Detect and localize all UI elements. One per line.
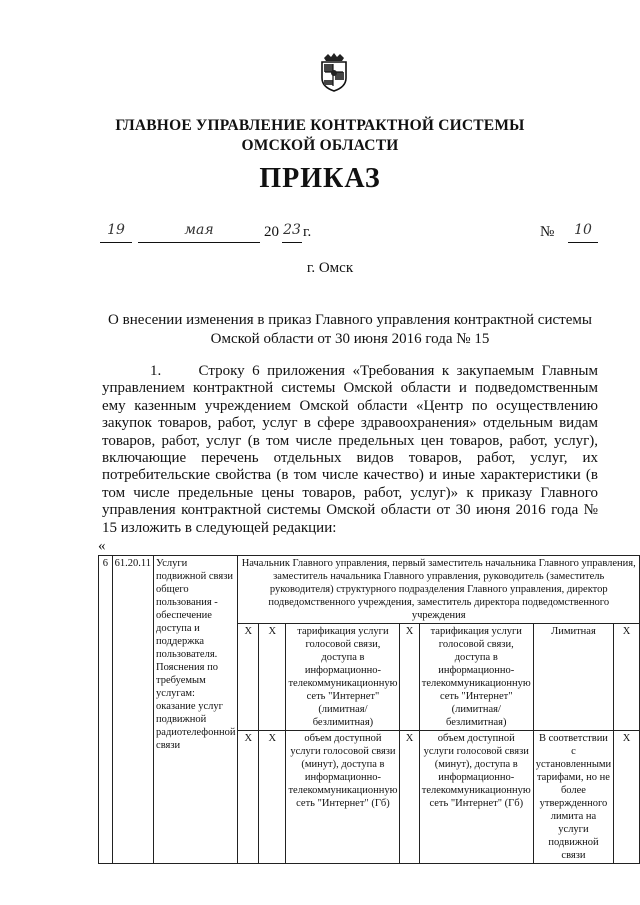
date-year-prefix: 20 [264,224,279,240]
coat-of-arms-icon [318,52,350,92]
document-type-title: ПРИКАЗ [259,163,381,194]
position-header-cell: Начальник Главного управления, первый заместитель начальника Главного управления, заместитель начальника Главного управления, руководитель (заместитель руководителя) структурного подразделения Главного управления, директор подведомственного учреждения, заместитель директора подведомственного учреждения [238,556,640,624]
subject-line-2: Омской области от 30 июня 2016 года № 15 [210,330,490,347]
date-month: мая [138,222,260,243]
cell-x: X [238,624,259,731]
cell-x: X [259,731,286,864]
city: г. Омск [306,260,354,276]
requirements-table [98,555,640,864]
table-header-row [99,556,640,624]
paragraph-1: 1. Строку 6 приложения «Требования к закупаемым Главным управлением контрактной системы Омской области и подведомственным ему казенным учреждением Омской области «Центр по осуществлению закупок товаров, работ, услуг в сфере здравоохранения» отдельным видам товаров, работ, услуг (в том числе предельных цен товаров, работ, услуг), включающие перечень отдельных видов товаров, работ, услуг, их потребительские свойства (в том числе качество) и иные характеристики (в том числе предельные цены товаров, работ, услуг)» к приказу Главного управления контрактной системы Омской области от 30 июня 2016 года № 15 изложить в следующей редакции: [102,363,598,536]
cell-x: X [614,624,640,731]
subject-line-1: О внесении изменения в приказ Главного управления контрактной системы [108,312,592,328]
document-body [102,363,598,537]
characteristic-cell: тарификация услуги голосовой связи, доступа в информационно-телекоммуникационную сеть "Интернет" (лимитная/безлимитная) [286,624,400,731]
row-number-cell: 6 [99,556,113,864]
date-year-suffix: 23 [282,222,302,243]
value-cell: В соответствии с установленными тарифами, но не более утвержденного лимита на услуги подвижной связи [533,731,613,864]
description-cell: Услуги подвижной связи общего пользования - обеспечение доступа и поддержка пользователя. Пояснения по требуемым услугам: оказание услуг подвижной радиотелефонной связи [154,556,238,864]
document-subject [100,311,600,348]
date-day: 19 [100,222,132,243]
characteristic-cell: объем доступной услуги голосовой связи (минут), доступа в информационно-телекоммуникационную сеть "Интернет" (Гб) [286,731,400,864]
date-year-end: г. [303,224,312,240]
opening-quote: « [98,538,106,554]
cell-x: X [614,731,640,864]
document-number: 10 [568,222,598,243]
number-label: № [540,224,555,240]
organization-line-2: ОМСКОЙ ОБЛАСТИ [241,137,399,154]
characteristic-cell: тарификация услуги голосовой связи, доступа в информационно-телекоммуникационную сеть "Интернет" (лимитная/безлимитная) [419,624,533,731]
cell-x: X [400,624,419,731]
characteristic-cell: объем доступной услуги голосовой связи (минут), доступа в информационно-телекоммуникационную сеть "Интернет" (Гб) [419,731,533,864]
value-cell: Лимитная [533,624,613,731]
date-number-line [100,222,600,246]
organization-name [0,116,640,156]
cell-x: X [238,731,259,864]
code-cell: 61.20.11 [112,556,153,864]
organization-line-1: ГЛАВНОЕ УПРАВЛЕНИЕ КОНТРАКТНОЙ СИСТЕМЫ [115,117,525,134]
cell-x: X [400,731,419,864]
cell-x: X [259,624,286,731]
